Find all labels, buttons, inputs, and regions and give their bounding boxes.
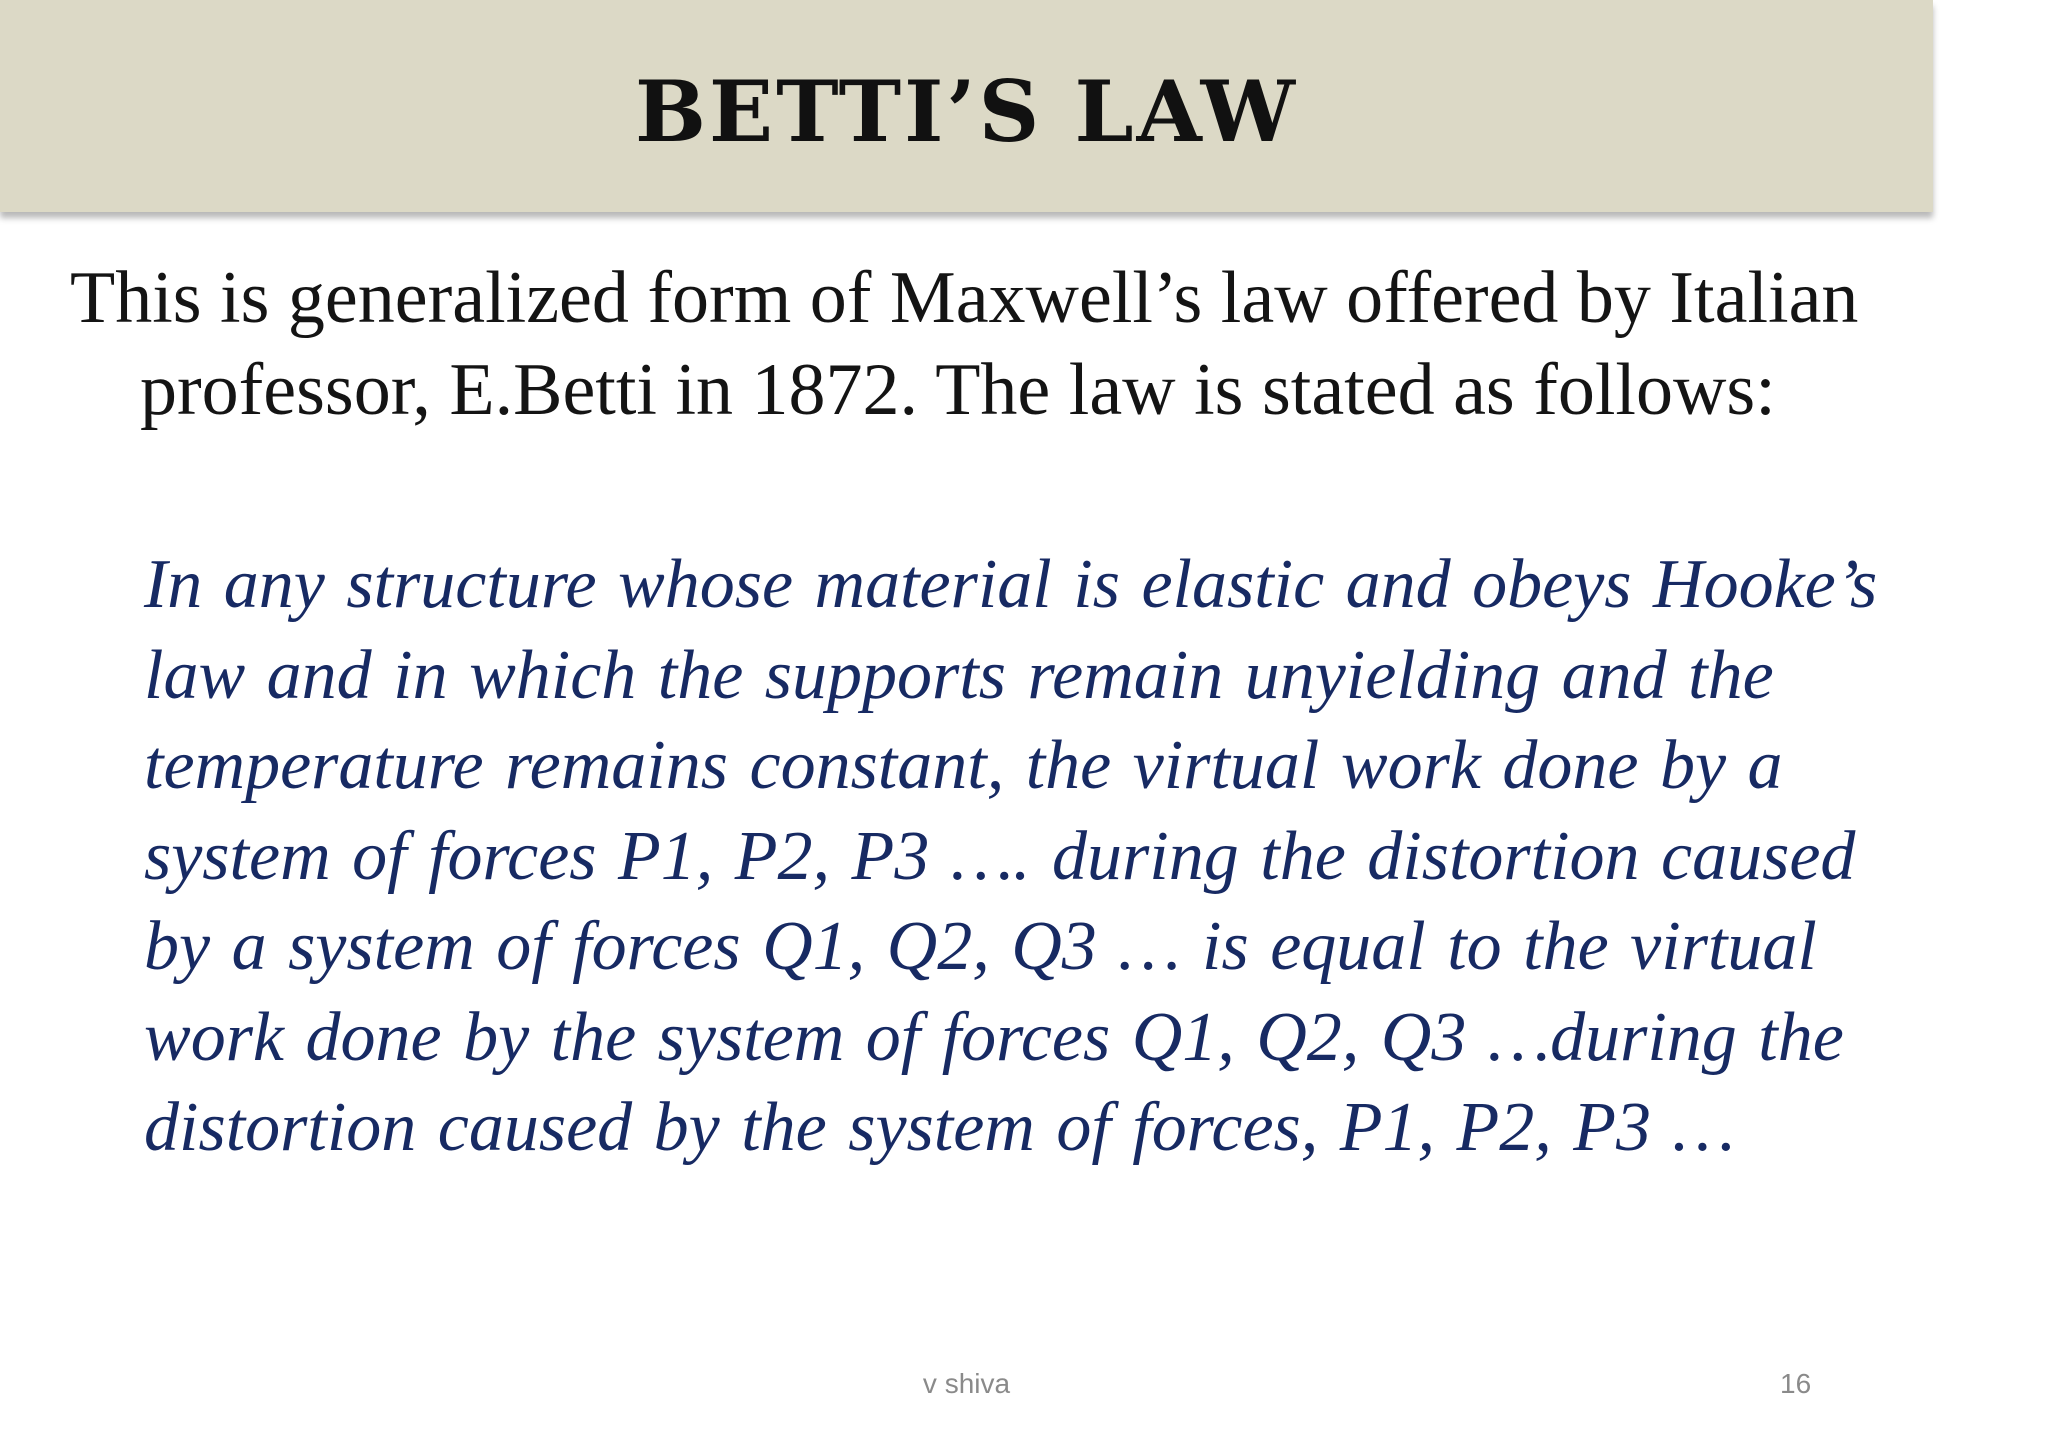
footer-author: v shiva [922,1368,1011,1399]
law-statement-line: temperature remains constant, the virtual work done by a [144,727,1783,804]
law-statement-line: work done by the system of forces Q1, Q2, Q3 …during the [144,998,1844,1076]
law-statement-line: distortion caused by the system of forces, P1, P2, P3 … [144,1089,1735,1166]
law-statement-line: law and in which the supports remain unyielding and the [144,636,1774,714]
page-number: 16 [1780,1368,1812,1399]
law-statement-line: by a system of forces Q1, Q2, Q3 … is equal to the virtual [144,908,1817,985]
intro-paragraph: This is generalized form of Maxwell’s law offered by Italian professor, E.Betti in 1872. The law is stated as follows: [70,257,1859,431]
title-bar [0,0,1933,212]
law-statement-line: In any structure whose material is elastic and obeys Hooke’s [144,546,1878,623]
law-statement [144,540,1878,1174]
slide-title: BETTI’S LAW [635,62,1298,161]
law-statement-line: system of forces P1, P2, P3 …. during the distortion caused [144,817,1856,895]
